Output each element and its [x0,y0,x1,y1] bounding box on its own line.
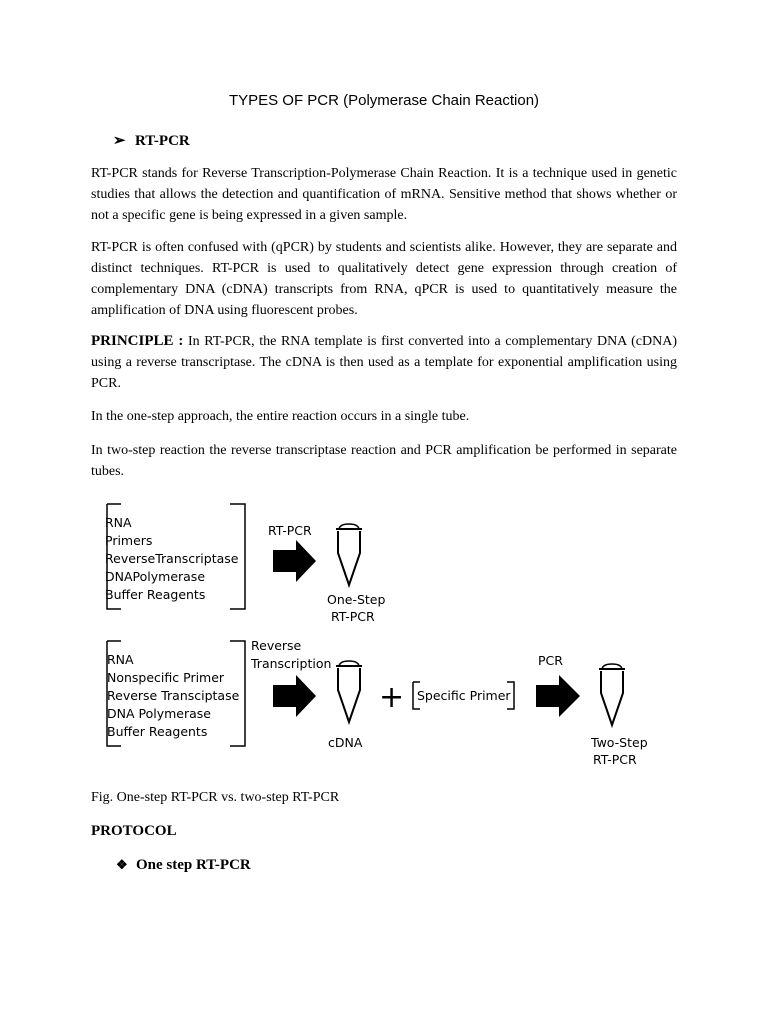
arrow-bullet-icon: ➢ [113,133,126,149]
paragraph-principle [91,331,677,394]
paragraph-one-step: In the one-step approach, the entire reaction occurs in a single tube. [91,409,470,424]
two-step-item: Nonspecific Primer [107,670,225,685]
one-step-item: RNA [105,515,132,530]
section-heading-text: RT-PCR [135,133,190,149]
subsection-heading-text: One step RT-PCR [136,857,251,873]
diamond-bullet-icon: ❖ [116,857,128,872]
figure-caption: Fig. One-step RT-PCR vs. two-step RT-PCR [91,790,340,805]
reverse-transcription-label: Transcription [251,656,332,671]
cdna-label: cDNA [328,735,363,750]
two-step-item: Reverse Transciptase [107,688,240,703]
paragraph-comparison: RT-PCR is often confused with (qPCR) by students and scientists alike. However, they are separate and distinct techniques. RT-PCR is used to qualitatively detect gene expression through creation of complementary DNA (cDNA) transcripts from RNA, qPCR is used to quantitatively measure the amplification of DNA using fluorescent probes. [91,240,677,318]
subsection-heading-one-step [116,857,251,874]
two-step-item: Buffer Reagents [107,724,208,739]
two-step-item: DNA Polymerase [107,706,211,721]
cdna-tube-icon [336,661,362,722]
one-step-ingredients-box [105,504,245,609]
pcr-arrow-icon [536,675,580,717]
reverse-transcription-label: Reverse [251,638,302,653]
rt-pcr-figure [90,495,670,780]
one-step-arrow-icon [273,540,316,582]
two-step-tube-label: RT-PCR [593,752,637,767]
paragraph-two-step: In two-step reaction the reverse transcriptase reaction and PCR amplification be performed in separate tubes. [91,443,677,479]
rt-pcr-arrow-label: RT-PCR [268,523,312,538]
two-step-tube-label: Two-Step [591,735,648,750]
page-title: TYPES OF PCR (Polymerase Chain Reaction) [228,92,540,109]
plus-sign: + [379,680,405,715]
one-step-tube-icon [336,524,362,585]
protocol-heading: PROTOCOL [91,823,177,839]
specific-primer-label: Specific Primer [417,688,511,703]
one-step-tube-label: RT-PCR [331,609,375,624]
one-step-item: Primers [105,533,153,548]
principle-label: PRINCIPLE : [91,333,184,349]
one-step-item: ReverseTranscriptase [105,551,239,566]
section-heading-rt-pcr [113,131,190,150]
reverse-transcription-arrow-icon [273,675,316,717]
pcr-arrow-label: PCR [538,653,563,668]
principle-text: In RT-PCR, the RNA template is first converted into a complementary DNA (cDNA) using a reverse transcriptase. The cDNA is then used as a template for exponential amplification using PCR. [91,334,677,391]
specific-primer-box [413,682,514,709]
two-step-item: RNA [107,652,134,667]
two-step-ingredients-box [107,641,245,746]
one-step-item: DNAPolymerase [105,569,206,584]
two-step-tube-icon [599,664,625,725]
one-step-item: Buffer Reagents [105,587,206,602]
paragraph-definition: RT-PCR stands for Reverse Transcription-Polymerase Chain Reaction. It is a technique used in genetic studies that allows the detection and quantification of mRNA. Sensitive method that shows whether or not a specific gene is being expressed in a given sample. [91,166,677,223]
one-step-tube-label: One-Step [327,592,386,607]
